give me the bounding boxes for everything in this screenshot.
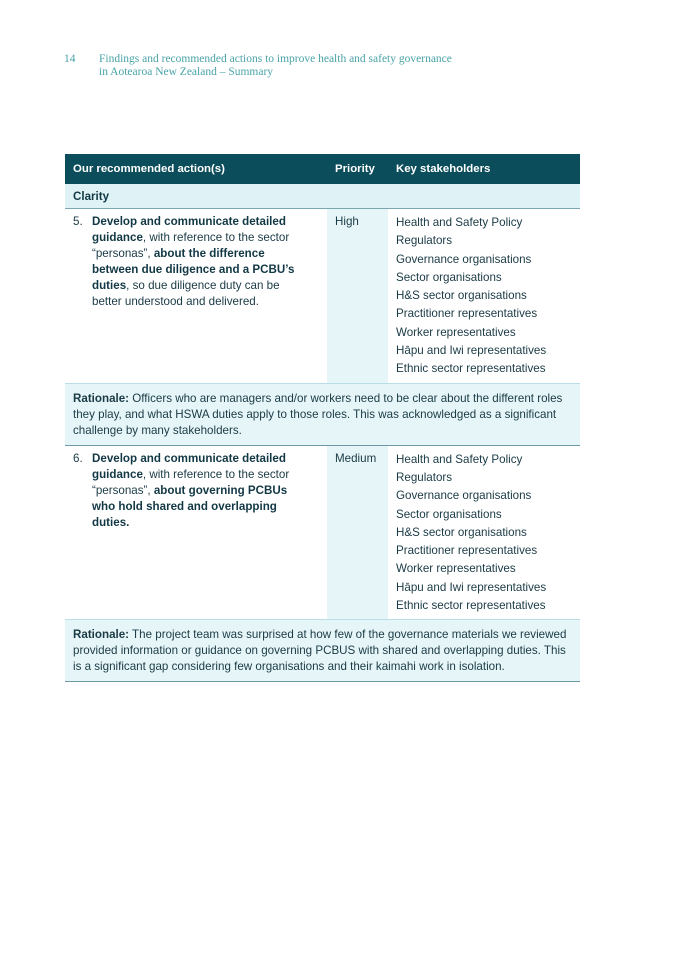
priority-cell: Medium xyxy=(327,445,388,620)
rationale-cell xyxy=(65,383,580,445)
rationale-row xyxy=(65,383,580,445)
stakeholder-item: Health and Safety Policy xyxy=(396,452,523,466)
column-header-action: Our recommended action(s) xyxy=(65,154,327,184)
page-number: 14 xyxy=(64,53,76,65)
rationale-label: Rationale: xyxy=(73,391,130,405)
stakeholder-item: Sector organisations xyxy=(396,270,502,284)
stakeholder-item: Health and Safety Policy xyxy=(396,216,523,229)
stakeholder-item: Governance organisations xyxy=(396,489,532,503)
action-cell xyxy=(65,209,327,384)
action-number: 6. xyxy=(73,451,83,465)
stakeholder-item: Practitioner representatives xyxy=(396,544,538,558)
action-text-plain: , so due diligence duty can be better understood and delivered. xyxy=(92,279,280,308)
action-text-emphasis: Develop and communicate detailed guidance xyxy=(92,215,286,244)
table-row xyxy=(65,209,580,384)
column-header-stakeholders: Key stakeholders xyxy=(388,154,580,184)
action-text xyxy=(92,214,312,310)
rationale-label: Rationale: xyxy=(73,628,130,642)
rationale-row xyxy=(65,620,580,682)
action-text xyxy=(92,451,312,531)
section-label: Clarity xyxy=(65,184,580,209)
table-row xyxy=(65,445,580,620)
stakeholders-cell xyxy=(388,209,580,384)
stakeholder-item: Regulators xyxy=(396,234,453,248)
stakeholder-item: Worker representatives xyxy=(396,325,516,339)
action-text-emphasis: about governing PCBUs who hold shared and overlapping duties. xyxy=(92,483,288,529)
action-text-plain: , with reference to the sector “personas”, xyxy=(92,231,290,260)
column-header-priority: Priority xyxy=(327,154,388,184)
action-text-emphasis: Develop and communicate detailed guidance xyxy=(92,451,286,481)
section-row xyxy=(65,184,580,209)
table-header-row xyxy=(65,154,580,184)
document-title xyxy=(99,53,539,78)
action-cell xyxy=(65,445,327,620)
action-number: 5. xyxy=(73,215,83,228)
stakeholder-item: Ethnic sector representatives xyxy=(396,362,546,376)
stakeholder-item: Sector organisations xyxy=(396,507,502,521)
rationale-text: Officers who are managers and/or workers need to be clear about the different roles they play, and what HSWA duties apply to those roles. This was acknowledged as a significant challenge by many stakeholders. xyxy=(73,391,563,437)
recommended-actions-table xyxy=(65,154,580,682)
stakeholder-item: Ethnic sector representatives xyxy=(396,599,546,613)
stakeholder-item: H&S sector organisations xyxy=(396,525,527,539)
stakeholder-item: Hāpu and Iwi representatives xyxy=(396,344,547,358)
stakeholder-item: Practitioner representatives xyxy=(396,307,538,321)
stakeholder-item: Worker representatives xyxy=(396,562,516,576)
rationale-cell xyxy=(65,620,580,682)
stakeholder-item: Hāpu and Iwi representatives xyxy=(396,580,547,594)
action-text-emphasis: about the difference between due diligence and a PCBU’s duties xyxy=(92,247,295,292)
document-title-line-1: Findings and recommended actions to improve health and safety governance xyxy=(99,53,452,65)
rationale-text: The project team was surprised at how few of the governance materials we reviewed provided information or guidance on governing PCBUS with shared and overlapping duties. This is a significant gap considering few organisations and their kaimahi work in isolation. xyxy=(73,628,567,674)
stakeholder-item: Governance organisations xyxy=(396,252,532,266)
stakeholder-item: H&S sector organisations xyxy=(396,289,527,303)
priority-cell: High xyxy=(327,209,388,384)
stakeholders-cell xyxy=(388,445,580,620)
action-text-plain: , with reference to the sector “personas”, xyxy=(92,467,290,497)
stakeholder-item: Regulators xyxy=(396,470,453,484)
document-title-line-2: in Aotearoa New Zealand – Summary xyxy=(99,65,274,78)
